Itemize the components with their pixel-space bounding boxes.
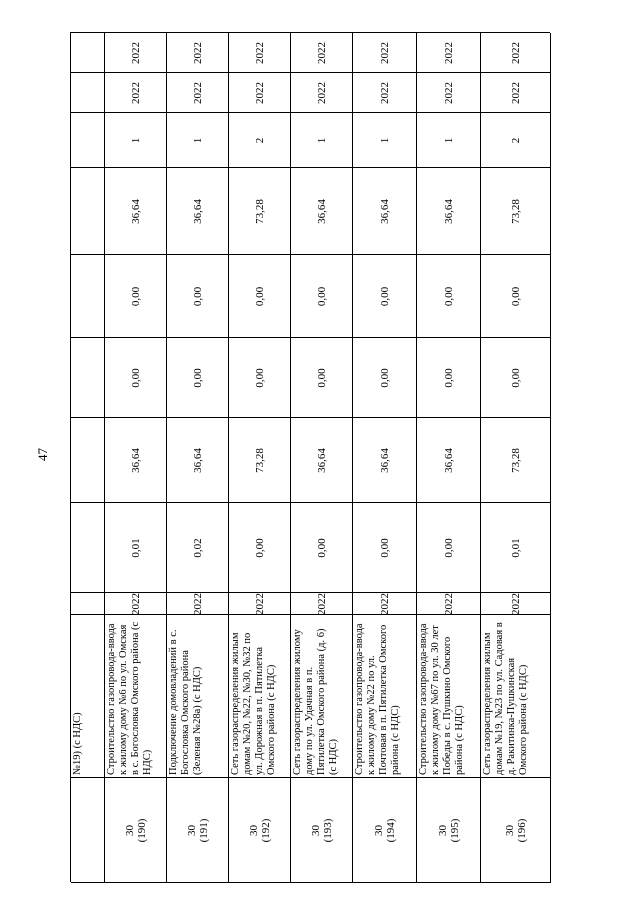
value-v2: 73,28 — [510, 448, 522, 473]
value-v1: 0,00 — [254, 538, 266, 558]
cell-qty — [291, 113, 353, 168]
cell-qty — [167, 113, 229, 168]
value-v5: 36,64 — [443, 199, 455, 224]
project-name: Сеть газораспределения жилому дому по ул. Удачная в п. Пятилетка Омского района (д. 6) (с НДС) — [292, 628, 339, 775]
table-row — [481, 33, 551, 883]
cell-v2 — [105, 418, 167, 503]
value-v4: 0,00 — [130, 286, 142, 307]
value-v4: 0,00 — [316, 286, 328, 307]
value-v5: 36,64 — [130, 199, 142, 224]
value-qty: 1 — [192, 137, 204, 144]
cell-empty — [71, 503, 105, 593]
cell-v5 — [167, 168, 229, 255]
continuation-text: №19) (с НДС) — [72, 712, 83, 775]
row-number: 30 — [248, 825, 260, 836]
value-v2: 36,64 — [379, 448, 391, 473]
cell-qty — [229, 113, 291, 168]
row-number: 30 — [437, 825, 449, 836]
cell-id — [229, 778, 291, 883]
cell-v1 — [105, 503, 167, 593]
value-year: 2022 — [379, 593, 391, 615]
row-subnumber: (191) — [198, 818, 210, 843]
value-v3: 0,00 — [316, 368, 328, 388]
value-v2: 36,64 — [316, 448, 328, 473]
value-v5: 73,28 — [254, 199, 266, 224]
cell-y2 — [417, 33, 481, 73]
row-number: 30 — [504, 825, 516, 836]
project-name: Сеть газораспределения жилым домам №20, №22, №30, №32 по ул. Дорожная в п. Пятилетка Омского района (с НДС) — [230, 632, 277, 775]
cell-qty — [105, 113, 167, 168]
cell-v5 — [481, 168, 551, 255]
cell-v4 — [417, 255, 481, 338]
row-subnumber: (196) — [516, 818, 528, 843]
cell-empty — [71, 338, 105, 418]
value-v4: 0,00 — [443, 286, 455, 307]
cell-y1 — [167, 73, 229, 113]
cell-v4 — [481, 255, 551, 338]
cell-id — [353, 778, 417, 883]
cell-y2 — [229, 33, 291, 73]
cell-qty — [417, 113, 481, 168]
value-v5: 36,64 — [379, 199, 391, 224]
value-year: 2022 — [192, 593, 204, 615]
cell-v4 — [229, 255, 291, 338]
value-v1: 0,02 — [192, 538, 204, 558]
table-row — [167, 33, 229, 883]
value-year: 2022 — [130, 593, 142, 615]
cell-empty — [71, 33, 105, 73]
cell-v4 — [353, 255, 417, 338]
cell-empty — [71, 73, 105, 113]
value-year: 2022 — [443, 593, 455, 615]
cell-v2 — [229, 418, 291, 503]
cell-y2 — [105, 33, 167, 73]
project-table — [70, 32, 550, 882]
value-v2: 36,64 — [443, 448, 455, 473]
value-v1: 0,00 — [316, 538, 328, 558]
value-v4: 0,00 — [510, 286, 522, 307]
value-y1: 2022 — [510, 82, 522, 104]
value-y1: 2022 — [316, 82, 328, 104]
cell-empty — [71, 255, 105, 338]
cell-v1 — [291, 503, 353, 593]
row-subnumber: (194) — [385, 818, 397, 843]
cell-v4 — [291, 255, 353, 338]
page-number: 47 — [35, 448, 50, 461]
cell-v4 — [167, 255, 229, 338]
value-y1: 2022 — [254, 82, 266, 104]
value-year: 2022 — [254, 593, 266, 615]
value-y2: 2022 — [510, 42, 522, 64]
cell-id — [417, 778, 481, 883]
cell-v5 — [229, 168, 291, 255]
row-number: 30 — [124, 825, 136, 836]
value-v3: 0,00 — [510, 368, 522, 388]
cell-v1 — [229, 503, 291, 593]
value-v1: 0,01 — [510, 538, 522, 558]
cell-name — [229, 615, 291, 778]
cell-name — [71, 615, 105, 778]
cell-y2 — [353, 33, 417, 73]
cell-name — [291, 615, 353, 778]
row-subnumber: (192) — [260, 818, 272, 843]
cell-name — [167, 615, 229, 778]
value-y2: 2022 — [379, 42, 391, 64]
value-qty: 1 — [316, 137, 328, 144]
value-v2: 36,64 — [130, 448, 142, 473]
value-qty: 1 — [379, 137, 391, 144]
row-subnumber: (190) — [136, 818, 148, 843]
cell-v1 — [417, 503, 481, 593]
cell-qty — [481, 113, 551, 168]
project-name: Подключение домовладений в с. Богословка Омского района (Зеленая №28а) (с НДС) — [168, 629, 203, 775]
cell-y2 — [167, 33, 229, 73]
cell-empty — [71, 418, 105, 503]
cell-year — [291, 593, 353, 615]
cell-v5 — [353, 168, 417, 255]
cell-v3 — [417, 338, 481, 418]
cell-v2 — [353, 418, 417, 503]
cell-qty — [353, 113, 417, 168]
project-name: Сеть газораспределения жилым домам №19, №23 по ул. Садовая в д. Ракитинка-Пушкинская Омского района (с НДС) — [482, 622, 529, 775]
cell-year — [229, 593, 291, 615]
cell-name — [417, 615, 481, 778]
cell-year — [353, 593, 417, 615]
cell-y1 — [229, 73, 291, 113]
cell-year — [105, 593, 167, 615]
value-v3: 0,00 — [379, 368, 391, 388]
cell-year — [417, 593, 481, 615]
cell-empty — [71, 593, 105, 615]
cell-v5 — [105, 168, 167, 255]
value-v5: 36,64 — [192, 199, 204, 224]
cell-v1 — [353, 503, 417, 593]
value-y2: 2022 — [192, 42, 204, 64]
cell-year — [481, 593, 551, 615]
table-row — [229, 33, 291, 883]
cell-id — [291, 778, 353, 883]
value-v5: 36,64 — [316, 199, 328, 224]
value-year: 2022 — [316, 593, 328, 615]
project-name: Строительство газопровода-ввода к жилому дому №67 по ул. 30 лет Победы в с. Пушкино Омского района (с НДС) — [418, 623, 465, 775]
cell-v1 — [481, 503, 551, 593]
value-v3: 0,00 — [443, 368, 455, 388]
table-row — [291, 33, 353, 883]
cell-name — [105, 615, 167, 778]
cell-y2 — [291, 33, 353, 73]
cell-v1 — [167, 503, 229, 593]
table-row — [105, 33, 167, 883]
value-qty: 1 — [130, 137, 142, 144]
cell-y1 — [353, 73, 417, 113]
cell-v3 — [167, 338, 229, 418]
cell-year — [167, 593, 229, 615]
row-number: 30 — [373, 825, 385, 836]
cell-v3 — [481, 338, 551, 418]
value-y2: 2022 — [443, 42, 455, 64]
cell-empty — [71, 778, 105, 883]
cell-v2 — [481, 418, 551, 503]
value-year: 2022 — [510, 593, 522, 615]
value-y1: 2022 — [443, 82, 455, 104]
table-row — [353, 33, 417, 883]
table-row — [417, 33, 481, 883]
value-v2: 73,28 — [254, 448, 266, 473]
cell-y1 — [417, 73, 481, 113]
value-v3: 0,00 — [192, 368, 204, 388]
value-y1: 2022 — [379, 82, 391, 104]
cell-v5 — [291, 168, 353, 255]
cell-v2 — [291, 418, 353, 503]
cell-v3 — [291, 338, 353, 418]
value-v4: 0,00 — [379, 286, 391, 307]
cell-y2 — [481, 33, 551, 73]
cell-empty — [71, 168, 105, 255]
cell-v5 — [417, 168, 481, 255]
row-number: 30 — [186, 825, 198, 836]
value-qty: 1 — [443, 137, 455, 144]
value-y2: 2022 — [130, 42, 142, 64]
cell-name — [481, 615, 551, 778]
cell-v3 — [229, 338, 291, 418]
value-v5: 73,28 — [510, 199, 522, 224]
cell-id — [167, 778, 229, 883]
cell-v2 — [167, 418, 229, 503]
value-y1: 2022 — [130, 82, 142, 104]
table-row-header — [71, 33, 105, 883]
value-y2: 2022 — [254, 42, 266, 64]
value-qty: 2 — [510, 137, 522, 144]
value-y2: 2022 — [316, 42, 328, 64]
row-subnumber: (193) — [322, 818, 334, 843]
row-subnumber: (195) — [449, 818, 461, 843]
value-v4: 0,00 — [192, 286, 204, 307]
cell-v4 — [105, 255, 167, 338]
value-y1: 2022 — [192, 82, 204, 104]
cell-id — [481, 778, 551, 883]
project-name: Строительство газопровода-ввода к жилому дому №6 по ул. Омская в с. Богословка Омского района (с НДС) — [106, 621, 153, 775]
cell-v3 — [353, 338, 417, 418]
value-v1: 0,00 — [443, 538, 455, 558]
value-v4: 0,00 — [254, 286, 266, 307]
cell-y1 — [291, 73, 353, 113]
cell-y1 — [481, 73, 551, 113]
value-qty: 2 — [254, 137, 266, 144]
cell-id — [105, 778, 167, 883]
row-number: 30 — [310, 825, 322, 836]
cell-v3 — [105, 338, 167, 418]
value-v2: 36,64 — [192, 448, 204, 473]
cell-empty — [71, 113, 105, 168]
value-v1: 0,00 — [379, 538, 391, 558]
cell-y1 — [105, 73, 167, 113]
cell-name — [353, 615, 417, 778]
value-v3: 0,00 — [130, 368, 142, 388]
value-v1: 0,01 — [130, 538, 142, 558]
value-v3: 0,00 — [254, 368, 266, 388]
project-name: Строительство газопровода-ввода к жилому дому №22 по ул. Почтовая в п. Пятилетка Омского района (с НДС) — [354, 623, 401, 775]
cell-v2 — [417, 418, 481, 503]
